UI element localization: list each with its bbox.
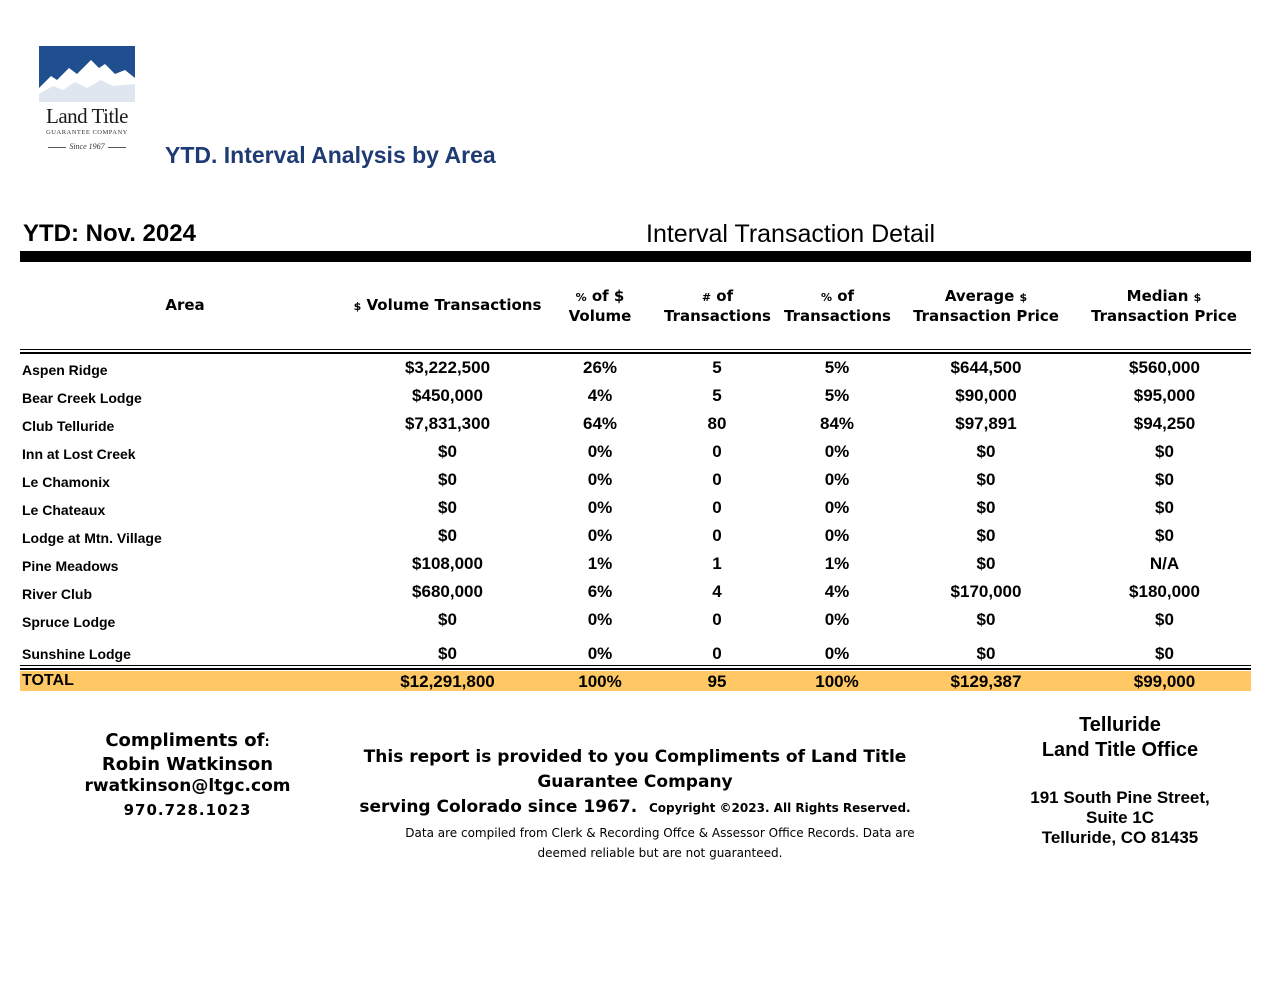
company-logo	[37, 46, 137, 158]
cell-volume: $450,000	[412, 386, 483, 405]
notice-serving: serving Colorado since 1967.	[359, 797, 638, 817]
cell-num-tx: 4	[712, 582, 722, 601]
header-rule	[20, 352, 1251, 354]
total-pct-volume: 100%	[578, 672, 622, 691]
cell-volume: $0	[438, 442, 457, 461]
cell-pct-tx: 0%	[824, 644, 850, 663]
table-row	[20, 638, 1251, 666]
cell-average: $0	[976, 526, 996, 545]
cell-area: Inn at Lost Creek	[22, 446, 136, 462]
table-row	[20, 523, 1251, 551]
cell-volume: $0	[438, 610, 457, 629]
cell-volume: $680,000	[412, 582, 483, 601]
header-median: Median $ Transaction Price	[1091, 287, 1237, 325]
cell-volume: $7,831,300	[404, 414, 491, 433]
agent-phone: 970.728.1023	[123, 801, 252, 819]
total-volume: $12,291,800	[400, 672, 495, 691]
cell-average: $0	[976, 470, 996, 489]
notice-line: This report is provided to you Compliments of Land Title Guarantee Company	[363, 747, 907, 792]
cell-median: $180,000	[1129, 582, 1200, 601]
cell-num-tx: 0	[712, 470, 722, 489]
cell-average: $0	[976, 644, 996, 663]
header-average: Average $ Transaction Price	[913, 287, 1059, 325]
cell-area: Le Chateaux	[22, 502, 106, 518]
cell-pct-tx: 0%	[824, 526, 850, 545]
cell-pct-volume: 1%	[587, 554, 613, 573]
cell-pct-tx: 0%	[824, 470, 850, 489]
cell-num-tx: 0	[712, 498, 722, 517]
compliments-colon: :	[264, 735, 270, 750]
header-area: Area	[165, 296, 205, 314]
cell-pct-volume: 64%	[582, 414, 618, 433]
cell-num-tx: 5	[712, 386, 722, 405]
logo-subtitle: GUARANTEE COMPANY	[46, 129, 128, 136]
cell-median: $94,250	[1133, 414, 1196, 433]
section-title: Interval Transaction Detail	[646, 220, 936, 248]
cell-median: $560,000	[1129, 358, 1200, 377]
header-pct-volume: % of $ Volume	[568, 287, 632, 325]
logo-since: Since 1967	[37, 142, 137, 151]
office-address-line: Telluride, CO 81435	[1041, 828, 1199, 847]
office-address-line: 191 South Pine Street,	[1030, 788, 1210, 807]
cell-num-tx: 1	[712, 554, 722, 573]
total-average: $129,387	[950, 672, 1022, 691]
cell-median: $95,000	[1133, 386, 1196, 405]
total-label: TOTAL	[22, 672, 74, 689]
cell-pct-tx: 5%	[824, 386, 850, 405]
total-num-tx: 95	[707, 672, 727, 691]
cell-volume: $108,000	[412, 554, 483, 573]
total-rule	[20, 665, 1251, 666]
header-rule	[20, 349, 1251, 350]
office-address-line: Suite 1C	[1085, 808, 1155, 827]
compliments-block	[60, 730, 315, 823]
table-row	[20, 439, 1251, 467]
cell-average: $97,891	[955, 414, 1017, 433]
period-label: YTD: Nov. 2024	[23, 220, 196, 247]
office-city: Telluride	[1079, 714, 1161, 736]
table-row	[20, 551, 1251, 579]
cell-area: Pine Meadows	[22, 558, 119, 574]
cell-pct-volume: 6%	[587, 582, 613, 601]
agent-name: Robin Watkinson	[101, 754, 274, 775]
cell-area: Club Telluride	[22, 418, 115, 434]
cell-average: $170,000	[950, 582, 1022, 601]
header-volume: $ Volume Transactions	[353, 296, 542, 314]
table-row	[20, 607, 1251, 635]
total-rule	[20, 668, 1251, 670]
table-row	[20, 411, 1251, 439]
cell-median: N/A	[1149, 554, 1180, 573]
cell-num-tx: 0	[712, 442, 722, 461]
cell-median: $0	[1155, 526, 1174, 545]
table-row	[20, 467, 1251, 495]
agent-email[interactable]: rwatkinson@ltgc.com	[84, 776, 291, 796]
copyright: Copyright ©2023. All Rights Reserved.	[649, 801, 911, 815]
cell-average: $644,500	[950, 358, 1022, 377]
cell-pct-tx: 0%	[824, 442, 850, 461]
cell-median: $0	[1155, 610, 1174, 629]
cell-pct-tx: 0%	[824, 498, 850, 517]
office-name: Land Title Office	[1041, 739, 1199, 761]
cell-average: $90,000	[955, 386, 1017, 405]
cell-median: $0	[1155, 498, 1174, 517]
cell-median: $0	[1155, 470, 1174, 489]
report-title: YTD. Interval Analysis by Area	[165, 142, 496, 168]
compliments-label: Compliments of	[105, 730, 265, 751]
cell-volume: $0	[438, 498, 457, 517]
cell-volume: $0	[438, 526, 457, 545]
cell-average: $0	[976, 554, 996, 573]
header-bar	[20, 251, 1251, 262]
cell-volume: $0	[438, 470, 457, 489]
cell-pct-volume: 0%	[587, 498, 613, 517]
cell-pct-volume: 0%	[587, 644, 613, 663]
cell-average: $0	[976, 442, 996, 461]
cell-pct-tx: 84%	[819, 414, 855, 433]
office-block	[1000, 713, 1240, 848]
cell-pct-volume: 0%	[587, 526, 613, 545]
cell-num-tx: 80	[707, 414, 727, 433]
cell-area: Lodge at Mtn. Village	[22, 530, 162, 546]
cell-pct-tx: 4%	[824, 582, 850, 601]
cell-volume: $3,222,500	[404, 358, 491, 377]
cell-pct-tx: 0%	[824, 610, 850, 629]
cell-area: Sunshine Lodge	[22, 646, 131, 662]
cell-area: Bear Creek Lodge	[22, 390, 142, 406]
cell-num-tx: 0	[712, 610, 722, 629]
header-num-tx: # of Transactions	[664, 287, 771, 325]
cell-area: Le Chamonix	[22, 474, 110, 490]
mountain-logo-icon	[39, 46, 135, 102]
cell-pct-tx: 5%	[824, 358, 850, 377]
cell-pct-tx: 1%	[824, 554, 850, 573]
total-pct-tx: 100%	[815, 672, 859, 691]
cell-median: $0	[1155, 644, 1174, 663]
cell-num-tx: 0	[712, 644, 722, 663]
cell-pct-volume: 0%	[587, 610, 613, 629]
cell-num-tx: 5	[712, 358, 722, 377]
table-row	[20, 383, 1251, 411]
cell-volume: $0	[438, 644, 457, 663]
cell-average: $0	[976, 498, 996, 517]
table-row	[20, 355, 1251, 383]
cell-area: River Club	[22, 586, 93, 602]
cell-area: Spruce Lodge	[22, 614, 116, 630]
cell-area: Aspen Ridge	[22, 362, 108, 378]
header-pct-tx: % of Transactions	[784, 287, 891, 325]
cell-pct-volume: 0%	[587, 442, 613, 461]
logo-brand: Land Title	[46, 104, 128, 128]
cell-average: $0	[976, 610, 996, 629]
total-median: $99,000	[1133, 672, 1196, 691]
cell-pct-volume: 26%	[582, 358, 618, 377]
table-row	[20, 495, 1251, 523]
report-notice	[335, 745, 935, 863]
disclaimer: Data are compiled from Clerk & Recording Offce & Assessor Office Records. Data are deemed reliable but are not guaranteed.	[405, 826, 915, 860]
table-row	[20, 579, 1251, 607]
cell-num-tx: 0	[712, 526, 722, 545]
cell-pct-volume: 0%	[587, 470, 613, 489]
total-row	[20, 671, 1251, 691]
cell-pct-volume: 4%	[587, 386, 613, 405]
cell-median: $0	[1155, 442, 1174, 461]
